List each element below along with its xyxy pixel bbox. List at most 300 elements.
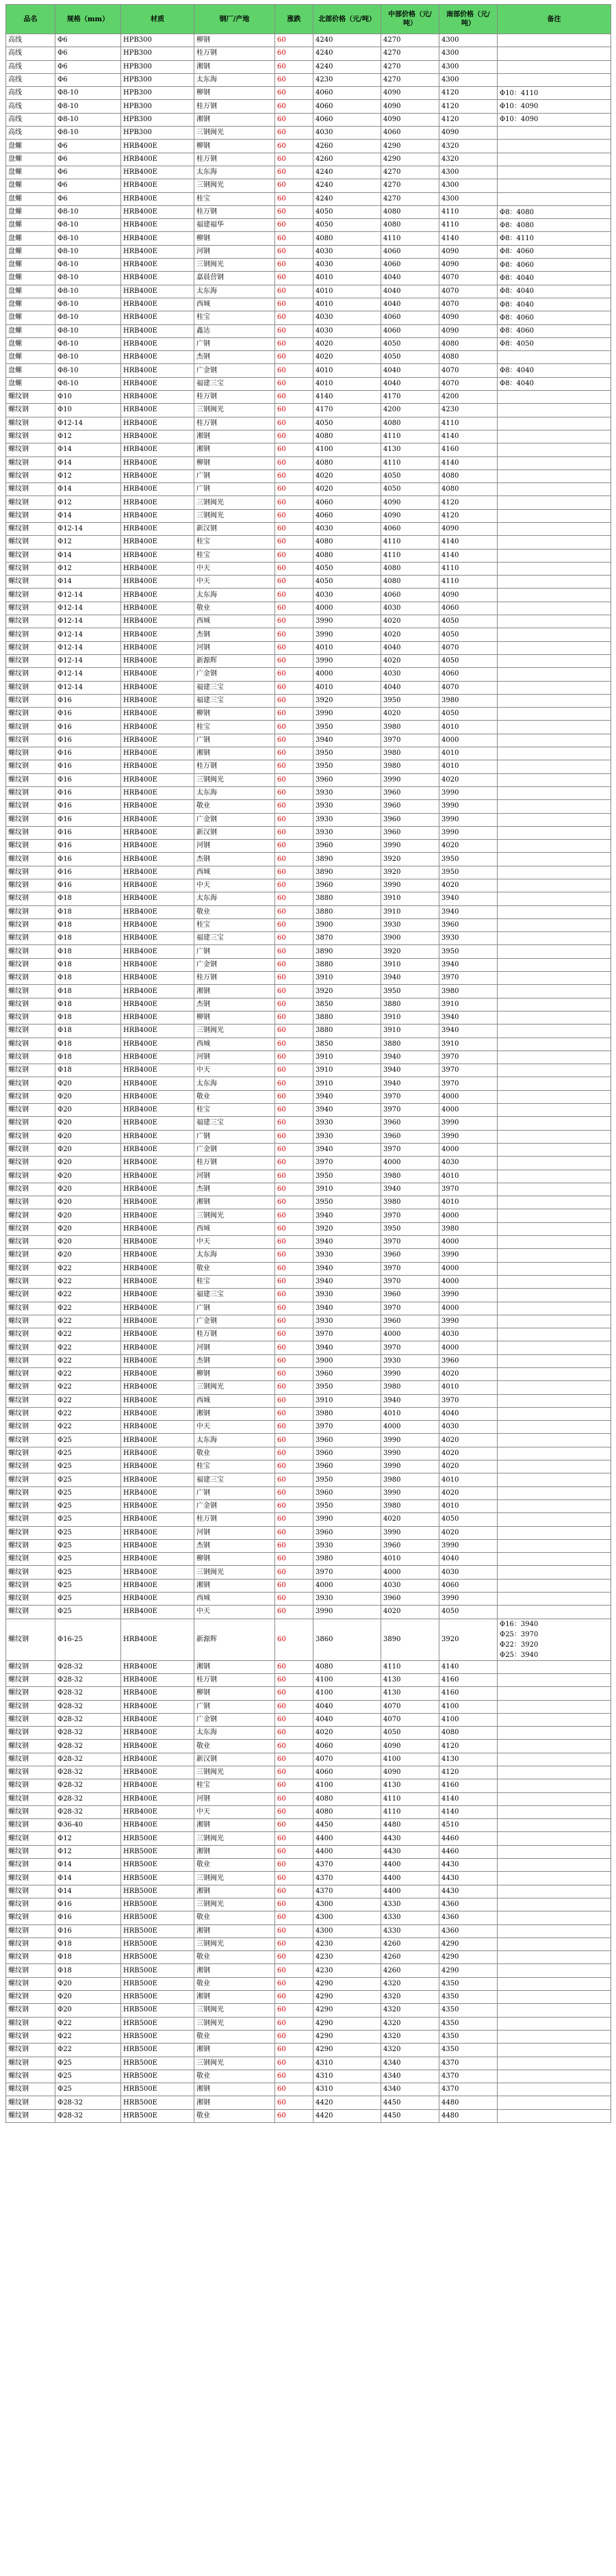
- material-cell: HRB400E: [121, 773, 194, 786]
- central-price-cell: 4270: [381, 192, 439, 205]
- material-cell: HRB500E: [121, 1911, 194, 1924]
- mill-cell: 杰钢: [194, 853, 275, 866]
- spec-cell: Φ10: [55, 391, 121, 404]
- north-price-cell: 3950: [313, 1473, 381, 1486]
- change-cell: 60: [275, 2070, 313, 2083]
- mill-cell: 河钢: [194, 641, 275, 654]
- product-cell: 螺纹钢: [6, 1779, 55, 1792]
- central-price-cell: 3940: [381, 1077, 439, 1090]
- material-cell: HRB400E: [121, 298, 194, 311]
- product-cell: 螺纹钢: [6, 1434, 55, 1447]
- central-price-cell: 3970: [381, 1143, 439, 1156]
- mill-cell: 三钢闽光: [194, 509, 275, 522]
- mill-cell: 太东海: [194, 1077, 275, 1090]
- material-cell: HRB400E: [121, 430, 194, 443]
- central-price-cell: 3970: [381, 1209, 439, 1222]
- mill-cell: 西城: [194, 615, 275, 628]
- product-cell: 螺纹钢: [6, 456, 55, 469]
- header-row: [6, 5, 611, 34]
- mill-cell: 广金钢: [194, 668, 275, 681]
- south-price-cell: 4070: [439, 377, 498, 390]
- north-price-cell: 4010: [313, 377, 381, 390]
- product-cell: 螺纹钢: [6, 1157, 55, 1170]
- central-price-cell: 4110: [381, 1805, 439, 1818]
- material-cell: HPB300: [121, 100, 194, 113]
- change-cell: 60: [275, 1249, 313, 1262]
- material-cell: HRB400E: [121, 1038, 194, 1051]
- mill-cell: 柳钢: [194, 1687, 275, 1700]
- south-price-cell: 4320: [439, 153, 498, 166]
- south-price-cell: 4090: [439, 245, 498, 258]
- table-row: [6, 1275, 611, 1288]
- mill-cell: 河钢: [194, 840, 275, 853]
- product-cell: 螺纹钢: [6, 2017, 55, 2030]
- central-price-cell: 3970: [381, 734, 439, 747]
- south-price-cell: 4350: [439, 2030, 498, 2043]
- spec-cell: Φ18: [55, 1025, 121, 1038]
- material-cell: HRB500E: [121, 1951, 194, 1964]
- product-cell: 盘螺: [6, 232, 55, 245]
- north-price-cell: 3950: [313, 1170, 381, 1183]
- product-cell: 螺纹钢: [6, 509, 55, 522]
- product-cell: 螺纹钢: [6, 430, 55, 443]
- remark-cell: [498, 1593, 611, 1606]
- south-price-cell: 4090: [439, 127, 498, 140]
- product-cell: 螺纹钢: [6, 747, 55, 760]
- change-cell: 60: [275, 615, 313, 628]
- mill-cell: 三钢闽光: [194, 179, 275, 192]
- remark-cell: [498, 1236, 611, 1249]
- table-row: [6, 1553, 611, 1566]
- mill-cell: 福建三宝: [194, 681, 275, 694]
- south-price-cell: 3990: [439, 1289, 498, 1302]
- central-price-cell: 4340: [381, 2057, 439, 2070]
- header-south-price: 南部价格（元/吨）: [439, 5, 498, 34]
- change-cell: 60: [275, 1315, 313, 1328]
- south-price-cell: 4140: [439, 549, 498, 562]
- product-cell: 盘螺: [6, 364, 55, 377]
- remark-cell: Φ10：4090: [498, 113, 611, 126]
- material-cell: HRB500E: [121, 1859, 194, 1872]
- north-price-cell: 3940: [313, 1275, 381, 1288]
- north-price-cell: 3970: [313, 1421, 381, 1434]
- remark-cell: [498, 469, 611, 482]
- central-price-cell: 4060: [381, 324, 439, 337]
- mill-cell: 杰钢: [194, 998, 275, 1011]
- spec-cell: Φ12: [55, 562, 121, 575]
- mill-cell: 广金钢: [194, 1315, 275, 1328]
- south-price-cell: 3970: [439, 1077, 498, 1090]
- change-cell: 60: [275, 668, 313, 681]
- central-price-cell: 4110: [381, 1660, 439, 1673]
- remark-cell: [498, 840, 611, 853]
- north-price-cell: 4050: [313, 562, 381, 575]
- remark-cell: [498, 1394, 611, 1407]
- remark-cell: [498, 918, 611, 931]
- spec-cell: Φ22: [55, 1302, 121, 1315]
- product-cell: 螺纹钢: [6, 1619, 55, 1660]
- spec-cell: Φ16: [55, 853, 121, 866]
- remark-cell: [498, 1819, 611, 1832]
- central-price-cell: 4090: [381, 509, 439, 522]
- remark-cell: [498, 1579, 611, 1592]
- material-cell: HRB400E: [121, 549, 194, 562]
- product-cell: 螺纹钢: [6, 1302, 55, 1315]
- north-price-cell: 4050: [313, 576, 381, 589]
- spec-cell: Φ28-32: [55, 1713, 121, 1726]
- mill-cell: 三钢闽光: [194, 404, 275, 417]
- spec-cell: Φ20: [55, 1209, 121, 1222]
- product-cell: 螺纹钢: [6, 1051, 55, 1064]
- change-cell: 60: [275, 298, 313, 311]
- remark-cell: [498, 179, 611, 192]
- central-price-cell: 3880: [381, 1038, 439, 1051]
- remark-cell: [498, 1937, 611, 1950]
- spec-cell: Φ22: [55, 1341, 121, 1354]
- material-cell: HRB400E: [121, 840, 194, 853]
- remark-cell: [498, 1566, 611, 1579]
- north-price-cell: 3960: [313, 1447, 381, 1460]
- table-row: [6, 259, 611, 272]
- remark-cell: [498, 509, 611, 522]
- mill-cell: 敬业: [194, 905, 275, 918]
- remark-cell: [498, 1845, 611, 1858]
- table-row: [6, 1687, 611, 1700]
- change-cell: 60: [275, 1951, 313, 1964]
- material-cell: HRB400E: [121, 377, 194, 390]
- south-price-cell: 4030: [439, 1566, 498, 1579]
- remark-cell: [498, 760, 611, 773]
- north-price-cell: 3930: [313, 1117, 381, 1130]
- change-cell: 60: [275, 272, 313, 285]
- product-cell: 螺纹钢: [6, 1727, 55, 1740]
- north-price-cell: 3910: [313, 972, 381, 985]
- material-cell: HRB400E: [121, 1157, 194, 1170]
- material-cell: HPB300: [121, 113, 194, 126]
- material-cell: HRB500E: [121, 2070, 194, 2083]
- product-cell: 螺纹钢: [6, 1447, 55, 1460]
- product-cell: 螺纹钢: [6, 1526, 55, 1539]
- north-price-cell: 4030: [313, 324, 381, 337]
- remark-cell: [498, 1025, 611, 1038]
- central-price-cell: 4020: [381, 708, 439, 721]
- material-cell: HRB400E: [121, 1753, 194, 1766]
- south-price-cell: 4110: [439, 205, 498, 218]
- remark-cell: [498, 1911, 611, 1924]
- product-cell: 螺纹钢: [6, 1911, 55, 1924]
- mill-cell: 太东海: [194, 73, 275, 86]
- central-price-cell: 4080: [381, 417, 439, 430]
- mill-cell: 广钢: [194, 945, 275, 958]
- south-price-cell: 4120: [439, 87, 498, 100]
- mill-cell: 桂宝: [194, 1779, 275, 1792]
- table-row: [6, 364, 611, 377]
- product-cell: 螺纹钢: [6, 800, 55, 813]
- south-price-cell: 4110: [439, 576, 498, 589]
- spec-cell: Φ28-32: [55, 1660, 121, 1673]
- central-price-cell: 3990: [381, 1434, 439, 1447]
- central-price-cell: 4020: [381, 1606, 439, 1619]
- south-price-cell: 3990: [439, 1593, 498, 1606]
- south-price-cell: 4080: [439, 1727, 498, 1740]
- product-cell: 螺纹钢: [6, 1593, 55, 1606]
- product-cell: 螺纹钢: [6, 853, 55, 866]
- south-price-cell: 4070: [439, 641, 498, 654]
- spec-cell: Φ14: [55, 576, 121, 589]
- south-price-cell: 4350: [439, 2017, 498, 2030]
- mill-cell: 杰钢: [194, 1183, 275, 1196]
- table-row: [6, 668, 611, 681]
- north-price-cell: 3920: [313, 985, 381, 998]
- change-cell: 60: [275, 1275, 313, 1288]
- table-row: [6, 1579, 611, 1592]
- north-price-cell: 4240: [313, 47, 381, 60]
- mill-cell: 太东海: [194, 589, 275, 602]
- product-cell: 螺纹钢: [6, 562, 55, 575]
- table-row: [6, 60, 611, 73]
- north-price-cell: 3900: [313, 918, 381, 931]
- spec-cell: Φ18: [55, 918, 121, 931]
- south-price-cell: 4000: [439, 1341, 498, 1354]
- product-cell: 螺纹钢: [6, 628, 55, 641]
- south-price-cell: 4000: [439, 1302, 498, 1315]
- remark-cell: [498, 1051, 611, 1064]
- change-cell: 60: [275, 179, 313, 192]
- north-price-cell: 4400: [313, 1832, 381, 1845]
- material-cell: HRB400E: [121, 1447, 194, 1460]
- product-cell: 螺纹钢: [6, 1315, 55, 1328]
- material-cell: HRB400E: [121, 1486, 194, 1499]
- mill-cell: 敬业: [194, 1911, 275, 1924]
- south-price-cell: 4130: [439, 1753, 498, 1766]
- remark-cell: [498, 2109, 611, 2122]
- material-cell: HRB400E: [121, 1025, 194, 1038]
- north-price-cell: 4290: [313, 2030, 381, 2043]
- change-cell: 60: [275, 87, 313, 100]
- table-row: [6, 298, 611, 311]
- material-cell: HRB400E: [121, 1499, 194, 1512]
- spec-cell: Φ20: [55, 1130, 121, 1143]
- product-cell: 螺纹钢: [6, 2070, 55, 2083]
- spec-cell: Φ16: [55, 1911, 121, 1924]
- product-cell: 螺纹钢: [6, 483, 55, 496]
- south-price-cell: 3970: [439, 1394, 498, 1407]
- central-price-cell: 4110: [381, 1792, 439, 1805]
- header-remark: 备注: [498, 5, 611, 34]
- product-cell: 螺纹钢: [6, 602, 55, 615]
- south-price-cell: 4030: [439, 1328, 498, 1341]
- material-cell: HRB400E: [121, 245, 194, 258]
- material-cell: HRB400E: [121, 1275, 194, 1288]
- mill-cell: 杰钢: [194, 1354, 275, 1367]
- south-price-cell: 3950: [439, 866, 498, 879]
- remark-cell: Φ10：4090: [498, 100, 611, 113]
- north-price-cell: 4080: [313, 430, 381, 443]
- remark-cell: [498, 786, 611, 799]
- material-cell: HRB400E: [121, 1593, 194, 1606]
- remark-cell: [498, 1539, 611, 1552]
- north-price-cell: 4010: [313, 641, 381, 654]
- mill-cell: 敬业: [194, 2070, 275, 2083]
- remark-cell: [498, 1727, 611, 1740]
- north-price-cell: 4290: [313, 2017, 381, 2030]
- remark-cell: [498, 826, 611, 839]
- central-price-cell: 3990: [381, 773, 439, 786]
- spec-cell: Φ12: [55, 1845, 121, 1858]
- material-cell: HPB300: [121, 73, 194, 86]
- mill-cell: 柳钢: [194, 456, 275, 469]
- spec-cell: Φ25: [55, 1526, 121, 1539]
- product-cell: 螺纹钢: [6, 1249, 55, 1262]
- table-row: [6, 1792, 611, 1805]
- material-cell: HRB400E: [121, 602, 194, 615]
- remark-cell: [498, 1367, 611, 1380]
- material-cell: HRB400E: [121, 654, 194, 667]
- product-cell: 螺纹钢: [6, 1117, 55, 1130]
- table-row: [6, 140, 611, 153]
- mill-cell: 桂万钢: [194, 1673, 275, 1686]
- product-cell: 螺纹钢: [6, 1606, 55, 1619]
- material-cell: HRB400E: [121, 285, 194, 298]
- spec-cell: Φ25: [55, 1513, 121, 1526]
- change-cell: 60: [275, 536, 313, 549]
- central-price-cell: 3960: [381, 1539, 439, 1552]
- material-cell: HRB400E: [121, 747, 194, 760]
- change-cell: 60: [275, 2017, 313, 2030]
- mill-cell: 河钢: [194, 1792, 275, 1805]
- spec-cell: Φ12-14: [55, 417, 121, 430]
- south-price-cell: 4480: [439, 2096, 498, 2109]
- change-cell: 60: [275, 60, 313, 73]
- north-price-cell: 4020: [313, 469, 381, 482]
- product-cell: 螺纹钢: [6, 681, 55, 694]
- change-cell: 60: [275, 2096, 313, 2109]
- table-row: [6, 192, 611, 205]
- material-cell: HRB400E: [121, 536, 194, 549]
- remark-cell: [498, 1766, 611, 1779]
- material-cell: HRB400E: [121, 641, 194, 654]
- material-cell: HRB400E: [121, 1341, 194, 1354]
- south-price-cell: 4070: [439, 272, 498, 285]
- header-spec: 规格（mm）: [55, 5, 121, 34]
- change-cell: 60: [275, 127, 313, 140]
- mill-cell: 太东海: [194, 892, 275, 905]
- change-cell: 60: [275, 1104, 313, 1117]
- material-cell: HRB400E: [121, 1302, 194, 1315]
- table-row: [6, 1727, 611, 1740]
- material-cell: HRB400E: [121, 1673, 194, 1686]
- spec-cell: Φ25: [55, 1579, 121, 1592]
- spec-cell: Φ6: [55, 60, 121, 73]
- change-cell: 60: [275, 628, 313, 641]
- material-cell: HRB400E: [121, 681, 194, 694]
- remark-cell: [498, 773, 611, 786]
- product-cell: 螺纹钢: [6, 1805, 55, 1818]
- change-cell: 60: [275, 456, 313, 469]
- remark-cell: [498, 1064, 611, 1077]
- change-cell: 60: [275, 681, 313, 694]
- material-cell: HRB400E: [121, 1315, 194, 1328]
- central-price-cell: 4200: [381, 404, 439, 417]
- south-price-cell: 4350: [439, 1977, 498, 1990]
- table-row: [6, 773, 611, 786]
- spec-cell: Φ20: [55, 1077, 121, 1090]
- table-row: [6, 972, 611, 985]
- spec-cell: Φ25: [55, 2070, 121, 2083]
- table-row: [6, 694, 611, 707]
- spec-cell: Φ6: [55, 140, 121, 153]
- mill-cell: 太东海: [194, 1434, 275, 1447]
- north-price-cell: 3990: [313, 615, 381, 628]
- mill-cell: 太东海: [194, 1249, 275, 1262]
- remark-cell: [498, 1157, 611, 1170]
- table-row: [6, 641, 611, 654]
- material-cell: HRB400E: [121, 813, 194, 826]
- north-price-cell: 4240: [313, 166, 381, 179]
- header-central-price: 中部价格（元/吨）: [381, 5, 439, 34]
- spec-cell: Φ28-32: [55, 1687, 121, 1700]
- remark-cell: [498, 1262, 611, 1275]
- north-price-cell: 3930: [313, 800, 381, 813]
- table-row: [6, 1740, 611, 1753]
- central-price-cell: 4030: [381, 668, 439, 681]
- product-cell: 螺纹钢: [6, 1222, 55, 1235]
- change-cell: 60: [275, 1753, 313, 1766]
- change-cell: 60: [275, 417, 313, 430]
- south-price-cell: 3970: [439, 1064, 498, 1077]
- mill-cell: 柳钢: [194, 708, 275, 721]
- remark-cell: [498, 1792, 611, 1805]
- change-cell: 60: [275, 747, 313, 760]
- product-cell: 螺纹钢: [6, 469, 55, 482]
- change-cell: 60: [275, 153, 313, 166]
- south-price-cell: 4100: [439, 1713, 498, 1726]
- mill-cell: 广钢: [194, 469, 275, 482]
- north-price-cell: 4020: [313, 337, 381, 350]
- central-price-cell: 4260: [381, 1937, 439, 1950]
- central-price-cell: 3910: [381, 958, 439, 971]
- product-cell: 盘螺: [6, 311, 55, 324]
- change-cell: 60: [275, 549, 313, 562]
- spec-cell: Φ18: [55, 998, 121, 1011]
- product-cell: 螺纹钢: [6, 1740, 55, 1753]
- mill-cell: 河钢: [194, 1526, 275, 1539]
- north-price-cell: 4260: [313, 153, 381, 166]
- table-row: [6, 905, 611, 918]
- product-cell: 螺纹钢: [6, 1700, 55, 1713]
- remark-cell: [498, 47, 611, 60]
- mill-cell: 湘钢: [194, 443, 275, 456]
- table-row: [6, 232, 611, 245]
- table-row: [6, 1673, 611, 1686]
- central-price-cell: 4130: [381, 1779, 439, 1792]
- remark-cell: [498, 1077, 611, 1090]
- material-cell: HRB400E: [121, 1209, 194, 1222]
- remark-cell: [498, 879, 611, 892]
- mill-cell: 福建三宝: [194, 932, 275, 945]
- central-price-cell: 4050: [381, 337, 439, 350]
- south-price-cell: 4160: [439, 1687, 498, 1700]
- mill-cell: 柳钢: [194, 1011, 275, 1024]
- central-price-cell: 4400: [381, 1859, 439, 1872]
- change-cell: 60: [275, 509, 313, 522]
- remark-cell: [498, 1407, 611, 1420]
- change-cell: 60: [275, 945, 313, 958]
- product-cell: 螺纹钢: [6, 826, 55, 839]
- north-price-cell: 3930: [313, 1539, 381, 1552]
- mill-cell: 柳钢: [194, 140, 275, 153]
- remark-cell: [498, 2044, 611, 2057]
